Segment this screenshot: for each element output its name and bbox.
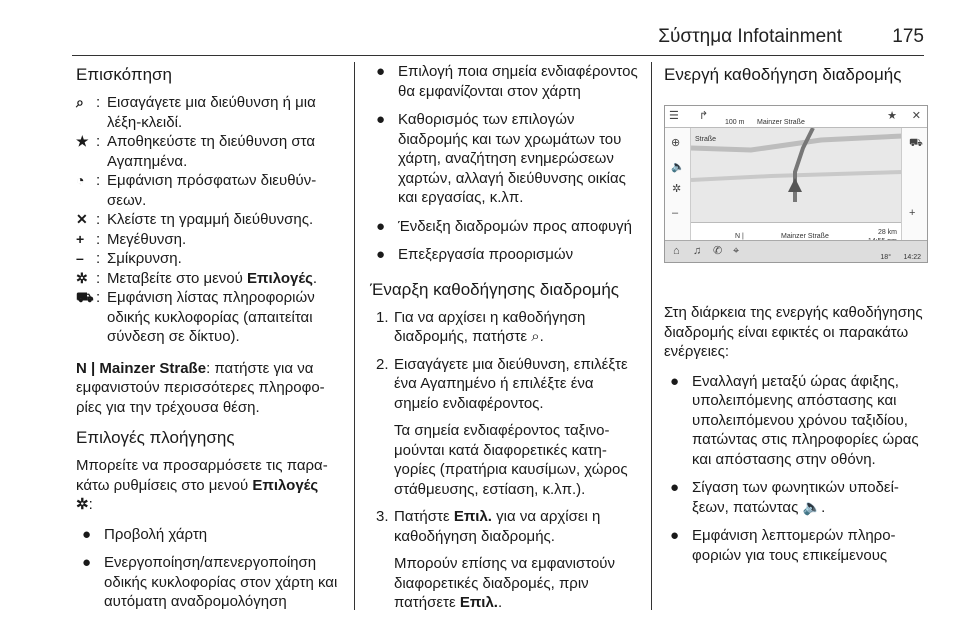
star-icon: ★ xyxy=(76,133,89,149)
column-3 xyxy=(664,62,928,574)
plus-icon: + xyxy=(909,207,916,219)
home-icon: ⌂ xyxy=(673,245,680,257)
legend-row: ✕ : Κλείστε τη γραμμή διεύθυνσης. xyxy=(76,210,344,230)
bullet-text: Επεξεργασία προορισμών xyxy=(398,246,574,263)
current-street-label: Mainzer Straße xyxy=(781,233,829,240)
search-icon: ⌕ xyxy=(76,94,84,110)
street-label: Mainzer Straße xyxy=(757,119,805,126)
nav-topbar xyxy=(665,106,927,128)
legend-text: Εμφάνιση πρόσφατων διευθύνσεων. xyxy=(107,172,317,209)
plus-icon: + xyxy=(76,230,85,247)
legend-row: ◔ : Εμφάνιση πρόσφατων διευθύνσεων. xyxy=(76,171,344,210)
gear-icon: ✲ xyxy=(76,496,89,513)
legend-row: + : Μεγέθυνση. xyxy=(76,230,344,250)
legend-row: ★ : Αποθηκεύστε τη διεύθυνση στα Αγαπημένα. xyxy=(76,132,344,171)
header-title: Σύστημα Infotainment xyxy=(658,26,842,47)
list-item: ● Εναλλαγή μεταξύ ώρας άφιξης, υπολειπόμενης απόστασης και υπολειπόμενου χρόνου ταξιδίου, πατώντας στις πληροφορίες ώρας και απόστασης στην οθόνη. xyxy=(664,372,928,470)
list-item: ● Επιλογή ποια σημεία ενδιαφέροντος θα εμφανίζονται στον χάρτη xyxy=(370,62,640,101)
page-header xyxy=(0,0,960,50)
temperature-label: 18° xyxy=(880,254,891,261)
legend-text: Μεταβείτε στο μενού Επιλογές. xyxy=(107,269,318,287)
bullet-text: Εμφάνιση λεπτομερών πληροφοριών για τους επικείμενους xyxy=(692,527,896,564)
overview-heading: Επισκόπηση xyxy=(76,65,172,84)
legend-text: Σμίκρυνση. xyxy=(107,250,182,267)
gear-icon: ✲ xyxy=(76,269,88,286)
close-icon: ✕ xyxy=(76,211,88,227)
gear-icon: ✲ xyxy=(672,183,682,195)
list-item: ● Προβολή χάρτη xyxy=(76,525,344,545)
position-label: N | xyxy=(735,233,744,240)
column-divider-1 xyxy=(354,62,355,610)
list-item: ● Καθορισμός των επιλογών διαδρομής και των χρωμάτων του χάρτη, αναζήτηση ενημερώσεων χαρτών, αλλαγή διεύθυνσης οικίας και εργασίας, κ.λπ. xyxy=(370,110,640,208)
menu-icon: ☰ xyxy=(669,110,679,122)
list-item: ● Ένδειξη διαδρομών προς αποφυγή xyxy=(370,217,640,237)
step-3-note: Μπορούν επίσης να εμφανιστούν διαφορετικές διαδρομές, πριν πατήσετε Επιλ.. xyxy=(394,555,616,611)
legend-row: ⛟ : Εμφάνιση λίστας πληροφοριών οδικής κυκλοφορίας (απαιτείται σύνδεση σε δίκτυο). xyxy=(76,288,344,347)
recent-icon: ◔ xyxy=(76,172,85,188)
navigation-screen-illustration xyxy=(664,105,928,263)
n-street-text: : πατήστε για να εμφανιστούν περισσότερες πληροφορίες για την τρέχουσα θέση. xyxy=(76,359,325,416)
options-colon: : xyxy=(88,496,93,513)
options-heading: Επιλογές πλοήγησης xyxy=(76,428,235,447)
bullet-text: Σίγαση των φωνητικών υποδείξεων, πατώντας 🔈. xyxy=(692,479,899,516)
step-1 xyxy=(370,308,640,347)
bullet-text: Προβολή χάρτη xyxy=(104,525,208,543)
legend-text: Κλείστε τη γραμμή διεύθυνσης. xyxy=(107,211,314,228)
music-icon: ♫ xyxy=(693,245,702,257)
column-1 xyxy=(76,62,344,621)
nav-icon: ⌖ xyxy=(733,245,740,257)
icon-legend xyxy=(76,93,344,347)
step-text: Πατήστε Επιλ. για να αρχίσει η καθοδήγηση διαδρομής. xyxy=(394,508,601,545)
column-2 xyxy=(370,62,640,621)
minus-icon: – xyxy=(76,250,84,266)
list-item: ● Εμφάνιση λεπτομερών πληροφοριών για τους επικείμενους xyxy=(664,526,928,565)
remaining-distance: 28 km xyxy=(877,229,897,236)
column-divider-2 xyxy=(651,62,652,610)
start-guidance-heading: Έναρξη καθοδήγησης διαδρομής xyxy=(370,279,619,299)
nav-bottombar xyxy=(665,240,927,262)
close-icon: ✕ xyxy=(911,110,921,122)
legend-row: – : Σμίκρυνση. xyxy=(76,249,344,269)
list-item: ● Σίγαση των φωνητικών υποδείξεων, πατώντας 🔈. xyxy=(664,478,928,517)
turn-arrow-icon: ↱ xyxy=(699,110,709,122)
bullet-text: Επιλογή ποια σημεία ενδιαφέροντος θα εμφανίζονται στον χάρτη xyxy=(398,63,638,100)
speaker-icon: 🔈 xyxy=(671,161,685,173)
n-street-paragraph xyxy=(76,359,344,418)
minus-icon: – xyxy=(672,207,679,219)
n-street-label: N | Mainzer Straße xyxy=(76,359,207,377)
nav-infobar xyxy=(691,222,901,240)
compass-icon: ⊕ xyxy=(671,137,681,149)
step-text: Για να αρχίσει η καθοδήγηση διαδρομής, πατήστε ⌕. xyxy=(394,308,586,345)
nav-rightbar xyxy=(901,128,927,240)
step-number: 3. xyxy=(376,508,389,525)
step-text: Εισαγάγετε μια διεύθυνση, επιλέξτε ένα Αγαπημένο ή επιλέξτε ένα σημείο ενδιαφέροντος. xyxy=(394,355,628,412)
step-2 xyxy=(370,355,640,414)
traffic-icon: ⛟ xyxy=(76,289,94,305)
options-intro-paragraph xyxy=(76,456,344,515)
star-icon: ★ xyxy=(887,110,897,122)
legend-text: Εισαγάγετε μια διεύθυνση ή μια λέξη-κλειδί. xyxy=(107,94,316,131)
options-intro-text: Μπορείτε να προσαρμόσετε τις παρακάτω ρυθμίσεις στο μενού xyxy=(76,457,328,494)
legend-text: Μεγέθυνση. xyxy=(107,230,187,248)
bullet-text: Ενεργοποίηση/απενεργοποίηση οδικής κυκλοφορίας στον χάρτη και αυτόματη αναδρομολόγηση xyxy=(104,554,338,610)
legend-text: Αποθηκεύστε τη διεύθυνση στα Αγαπημένα. xyxy=(107,133,316,170)
distance-label: 100 m xyxy=(725,119,745,126)
list-item: ● Επεξεργασία προορισμών xyxy=(370,245,640,265)
nav-leftbar xyxy=(665,128,691,240)
route-map-drawing xyxy=(691,128,903,202)
legend-row: ✲ : Μεταβείτε στο μενού Επιλογές. xyxy=(76,269,344,289)
bullet-text: Εναλλαγή μεταξύ ώρας άφιξης, υπολειπόμενης απόστασης και υπολειπόμενου χρόνου ταξιδίου, πατώντας στις πληροφορίες ώρας και απόστασης στην οθόνη. xyxy=(692,372,919,468)
step-2-note: Τα σημεία ενδιαφέροντος ταξινομούνται κατά διαφορετικές κατηγορίες (πρατήρια καυσίμων, χώρος στάθμευσης, εστίαση, κ.λπ.). xyxy=(394,422,628,498)
options-menu-label: Επιλογές xyxy=(252,476,319,494)
traffic-icon: ⛟ xyxy=(909,137,923,149)
bullet-text: Καθορισμός των επιλογών διαδρομής και των χρωμάτων του χάρτη, αναζήτηση ενημερώσεων χαρτών, αλλαγή διεύθυνσης οικίας και εργασίας, κ.λπ. xyxy=(398,111,626,206)
active-guidance-intro: Στη διάρκεια της ενεργής καθοδήγησης διαδρομής είναι εφικτές οι παρακάτω ενέργειες: xyxy=(664,304,923,360)
legend-text: Εμφάνιση λίστας πληροφοριών οδικής κυκλοφορίας (απαιτείται σύνδεση σε δίκτυο). xyxy=(107,289,315,345)
page-number: 175 xyxy=(892,26,924,47)
active-guidance-heading: Ενεργή καθοδήγηση διαδρομής xyxy=(664,65,902,84)
bullet-text: Ένδειξη διαδρομών προς αποφυγή xyxy=(398,217,633,235)
step-number: 2. xyxy=(376,355,389,373)
nav-map xyxy=(691,128,901,222)
step-3 xyxy=(370,507,640,546)
step-number: 1. xyxy=(376,308,389,326)
list-item: ● Ενεργοποίηση/απενεργοποίηση οδικής κυκλοφορίας στον χάρτη και αυτόματη αναδρομολόγηση xyxy=(76,553,344,612)
header-rule xyxy=(72,55,924,56)
phone-icon: ✆ xyxy=(713,245,723,257)
clock-label: 14:22 xyxy=(903,254,921,261)
map-street-label: Straße xyxy=(695,136,717,143)
legend-row: ⌕ : Εισαγάγετε μια διεύθυνση ή μια λέξη-κλειδί. xyxy=(76,93,344,132)
